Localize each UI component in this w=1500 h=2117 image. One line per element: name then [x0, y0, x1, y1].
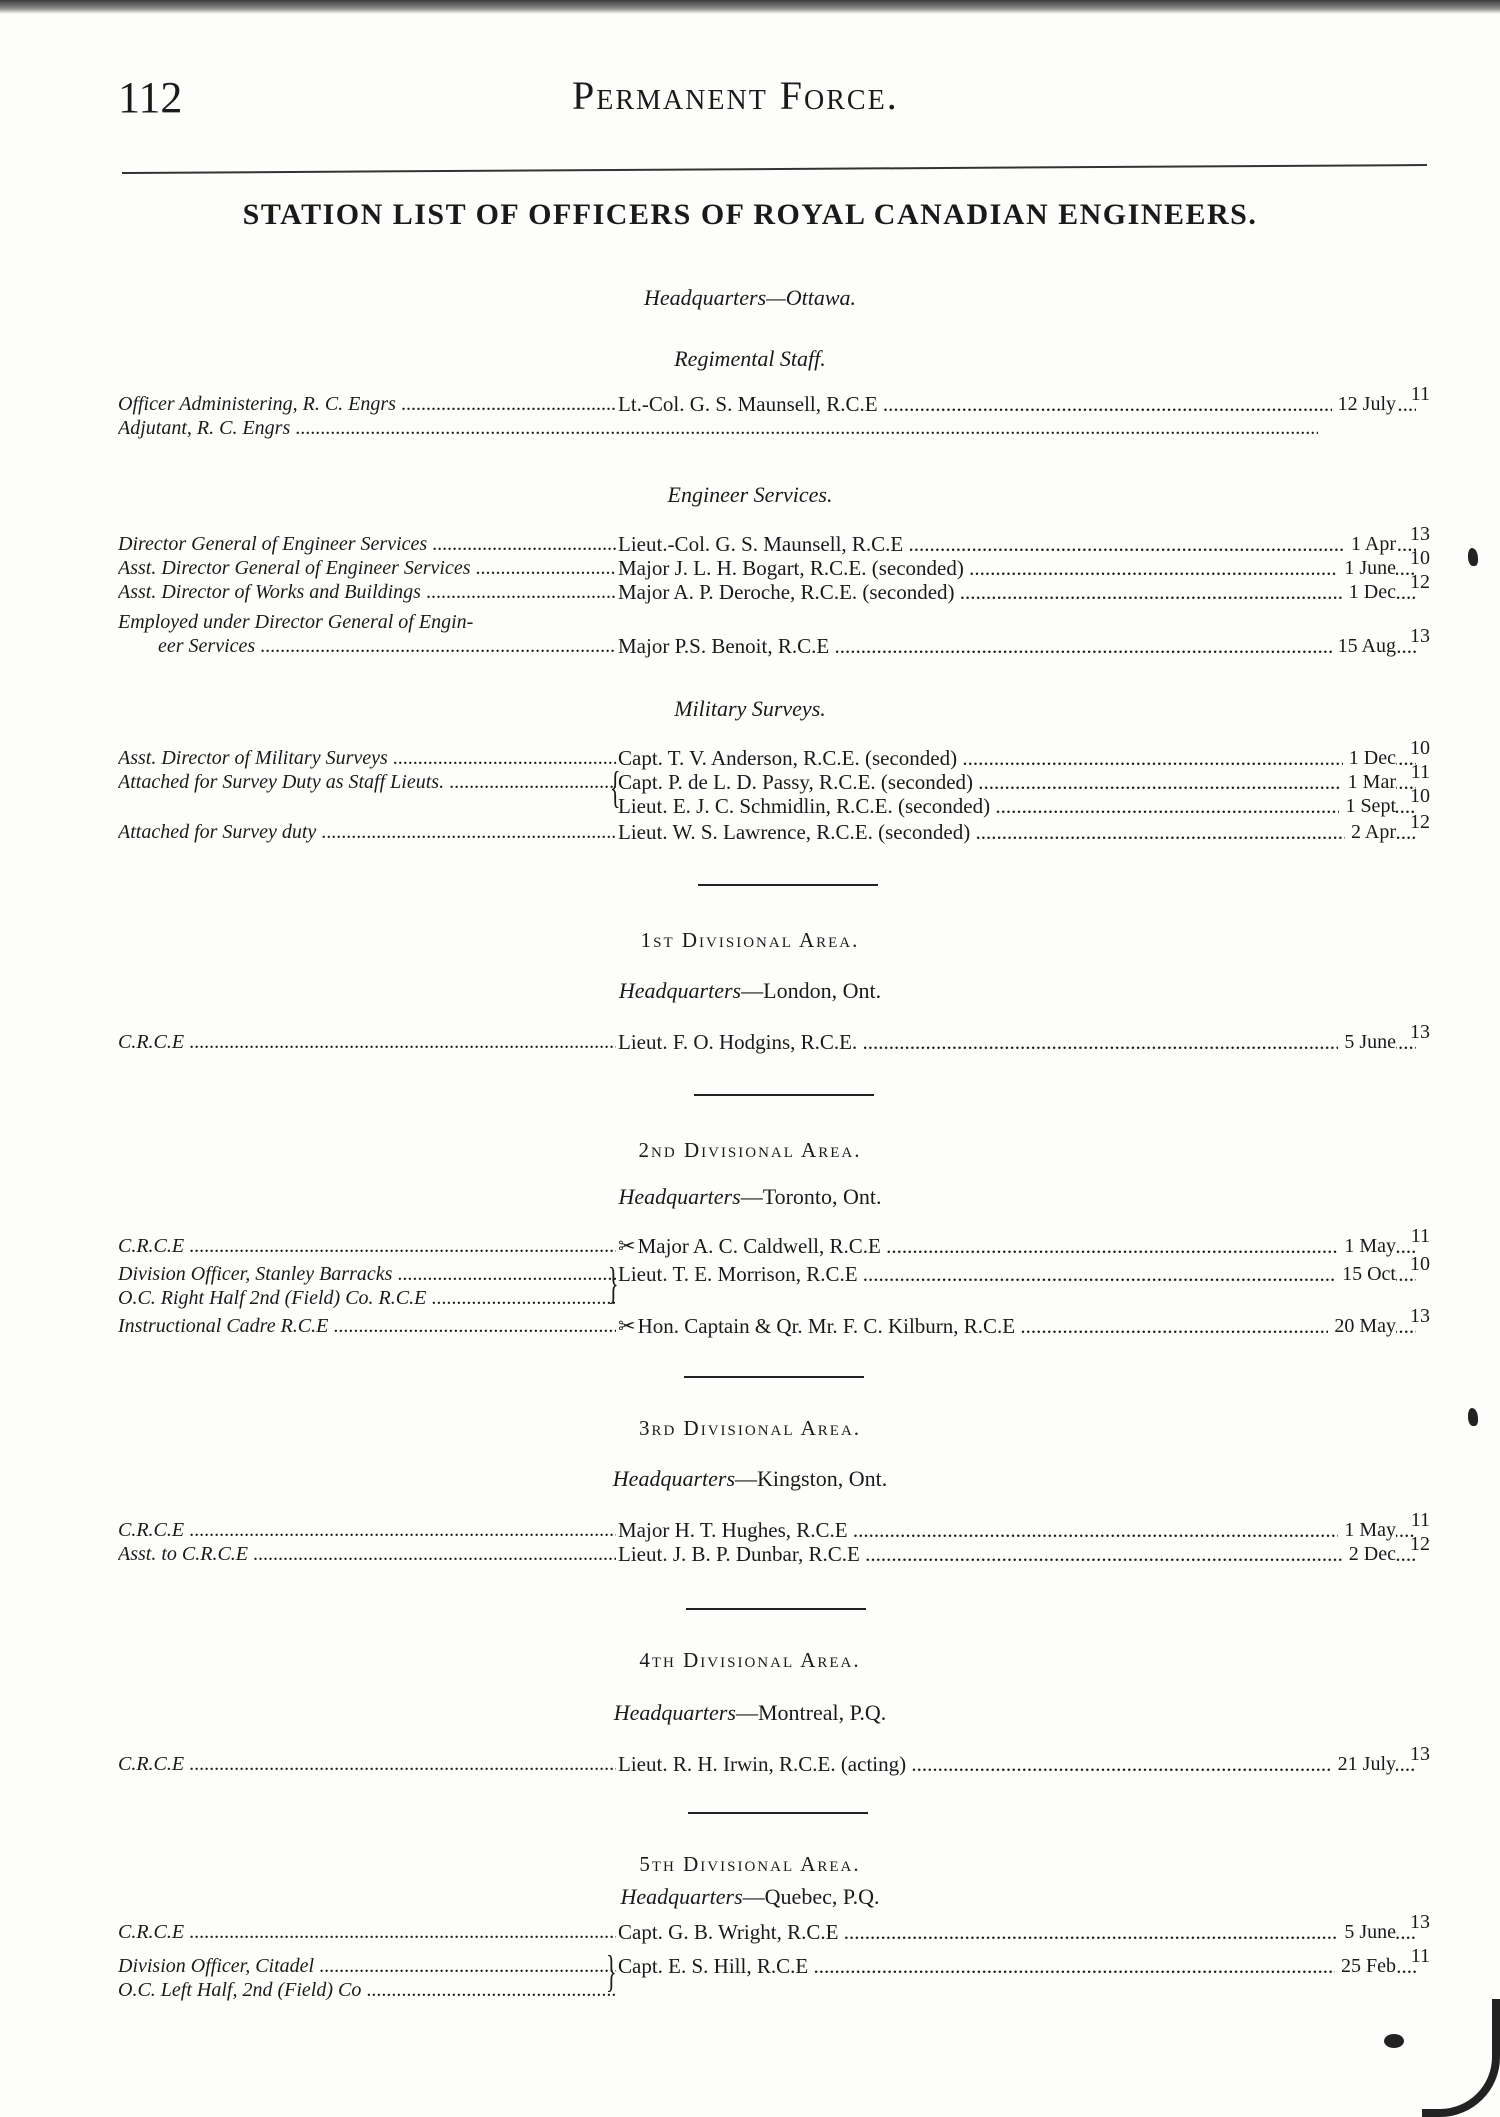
- page-title: STATION LIST OF OFFICERS OF ROYAL CANADIAN ENGINEERS.: [242, 198, 1258, 231]
- appointment: Officer Administering, R. C. Engrs .....: [118, 392, 616, 416]
- hq-place: —Montreal, P.Q.: [735, 1700, 887, 1725]
- appointment-date: 1 May: [1338, 1518, 1396, 1542]
- section-rule: [686, 1608, 866, 1610]
- appointment: C.R.C.E .....: [118, 1920, 616, 1944]
- officer-row: [118, 1305, 1430, 1338]
- appointment: Asst. Director of Works and Buildings .....: [118, 580, 616, 604]
- appointment-date: 15 Aug: [1332, 634, 1396, 658]
- appointment-year: 10: [1410, 1253, 1430, 1275]
- officer-name-line: [618, 1234, 1416, 1258]
- appointment-year: 11: [1410, 1945, 1430, 1967]
- officer-row: [118, 1743, 1430, 1776]
- appointment-year: 13: [1410, 1911, 1430, 1933]
- ink-mark: [1468, 548, 1478, 566]
- appointment-year: 13: [1410, 523, 1430, 545]
- appointment: Asst. to C.R.C.E .....: [118, 1542, 616, 1566]
- appointment-year: 10: [1410, 737, 1430, 759]
- appointment-date: 20 May: [1328, 1314, 1396, 1338]
- appointment-date: 1 Dec: [1343, 746, 1396, 770]
- regimental-staff-heading: Regimental Staff.: [674, 346, 826, 371]
- hq-label: Headquarters: [613, 1700, 736, 1725]
- officer-row: [118, 1253, 1430, 1286]
- appointment: Director General of Engineer Services .....: [118, 532, 616, 556]
- header-rule: [122, 164, 1427, 174]
- appointment: C.R.C.E .....: [118, 1752, 616, 1776]
- section-rule: [684, 1376, 864, 1378]
- hq-ottawa-heading: Headquarters—Ottawa.: [643, 285, 857, 310]
- officer-row: [118, 785, 1430, 818]
- officer-row: [118, 1911, 1430, 1944]
- section-rule: [688, 1812, 868, 1814]
- officer-row: [118, 1945, 1430, 1978]
- hq-place: —London, Ont.: [741, 978, 882, 1003]
- appointment-date: 2 Dec: [1343, 1542, 1396, 1566]
- hq-label: Headquarters: [620, 1884, 743, 1909]
- appointment-year: 12: [1410, 1533, 1430, 1555]
- area-1-hq: [0, 978, 1500, 1004]
- brace: }: [608, 1259, 619, 1308]
- officer-name: Major A. C. Caldwell, R.C.E: [637, 1234, 881, 1258]
- appointment: Adjutant, R. C. Engrs .....: [118, 416, 1318, 440]
- area-5-heading: 5th Divisional Area.: [639, 1852, 861, 1876]
- appointment-year: 11: [1410, 383, 1430, 405]
- appointment-year: 13: [1410, 625, 1430, 647]
- brace: {: [610, 763, 621, 812]
- officer-name: Capt. E. S. Hill, R.C.E .....: [618, 1954, 1416, 1978]
- officer-name: Capt. T. V. Anderson, R.C.E. (seconded) .....: [618, 746, 1416, 770]
- officer-row: [118, 761, 1430, 794]
- officer-name: Major J. L. H. Bogart, R.C.E. (seconded) .....: [618, 556, 1416, 580]
- hq-place: —Quebec, P.Q.: [742, 1884, 880, 1909]
- appointment: Asst. Director of Military Surveys .....: [118, 746, 616, 770]
- appointment-year: 10: [1410, 785, 1430, 807]
- scissors-icon: ✂: [618, 1234, 636, 1258]
- officer-name: Lt.-Col. G. S. Maunsell, R.C.E .....: [618, 392, 1416, 416]
- appointment-year: 11: [1410, 1225, 1430, 1247]
- area-3-hq: [0, 1466, 1500, 1492]
- appointment-year: 11: [1410, 1509, 1430, 1531]
- page-number: 112: [118, 73, 183, 122]
- running-title: Permanent Force.: [572, 73, 899, 118]
- officer-name: Major H. T. Hughes, R.C.E .....: [618, 1518, 1416, 1542]
- officer-row: [118, 523, 1430, 556]
- military-surveys-heading: Military Surveys.: [674, 696, 826, 721]
- hq-label: Headquarters: [612, 1466, 736, 1491]
- officer-row: [118, 1978, 1430, 2002]
- appointment: Division Officer, Citadel .....: [118, 1954, 616, 1978]
- hq-label: Headquarters: [618, 1184, 741, 1209]
- officer-row: [118, 416, 1430, 440]
- officer-name: Lieut. F. O. Hodgins, R.C.E. .....: [618, 1030, 1416, 1054]
- officer-name: Lieut.-Col. G. S. Maunsell, R.C.E .....: [618, 532, 1416, 556]
- appointment-date: 1 Apr: [1345, 532, 1396, 556]
- appointment-year: 11: [1410, 761, 1430, 783]
- appointment-year: 12: [1410, 571, 1430, 593]
- scissors-icon: ✂: [618, 1314, 636, 1338]
- engineer-services-heading: Engineer Services.: [667, 482, 833, 507]
- appointment: Attached for Survey Duty as Staff Lieuts. .....: [118, 770, 616, 794]
- officer-name: Hon. Captain & Qr. Mr. F. C. Kilburn, R.C.E: [637, 1314, 1016, 1338]
- section-rule: [694, 1094, 874, 1096]
- appointment-date: 25 Feb: [1335, 1954, 1396, 1978]
- appointment: Instructional Cadre R.C.E .....: [118, 1314, 616, 1338]
- scan-top-edge: [0, 0, 1500, 14]
- appointment: O.C. Right Half 2nd (Field) Co. R.C.E .....: [118, 1286, 616, 1310]
- area-4-heading: 4th Divisional Area.: [639, 1648, 861, 1672]
- officer-row: [118, 1021, 1430, 1054]
- appointment-date: 15 Oct: [1336, 1262, 1396, 1286]
- officer-row: [118, 1509, 1430, 1542]
- officer-name: Lieut. J. B. P. Dunbar, R.C.E .....: [618, 1542, 1416, 1566]
- ink-mark: [1468, 1408, 1478, 1426]
- hq-label: Headquarters: [618, 978, 742, 1003]
- appointment: Asst. Director General of Engineer Services .....: [118, 556, 616, 580]
- appointment-date: 1 Mar: [1342, 770, 1396, 794]
- area-1-heading: 1st Divisional Area.: [640, 928, 860, 952]
- appointment-date: 2 Apr: [1345, 820, 1396, 844]
- officer-name: Lieut. W. S. Lawrence, R.C.E. (seconded) .....: [618, 820, 1416, 844]
- officer-row: [118, 383, 1430, 416]
- appointment-date: 5 June: [1338, 1920, 1396, 1944]
- officer-row: [118, 610, 1430, 634]
- appointment: C.R.C.E .....: [118, 1518, 616, 1542]
- area-3-heading: 3rd Divisional Area.: [638, 1416, 862, 1440]
- officer-row: [118, 625, 1430, 658]
- brace: }: [606, 1947, 617, 1996]
- appointment: Employed under Director General of Engin-: [118, 611, 474, 633]
- area-2-hq: [0, 1184, 1500, 1210]
- officer-name: Capt. G. B. Wright, R.C.E .....: [618, 1920, 1416, 1944]
- hq-place: —Kingston, Ont.: [735, 1466, 888, 1491]
- officer-row: [118, 1225, 1430, 1258]
- appointment-date: 21 July: [1332, 1752, 1396, 1776]
- officer-row: [118, 737, 1430, 770]
- officer-row: [118, 811, 1430, 844]
- appointment-date: 1 June: [1338, 556, 1396, 580]
- section-rule: [698, 884, 878, 886]
- ink-blot: [1384, 2034, 1404, 2048]
- appointment-date: 12 July: [1332, 392, 1396, 416]
- officer-row: [118, 547, 1430, 580]
- officer-name-line: [618, 1314, 1416, 1338]
- appointment-date: 1 Dec: [1343, 580, 1396, 604]
- appointment-year: 12: [1410, 811, 1430, 833]
- appointment: Division Officer, Stanley Barracks .....: [118, 1262, 616, 1286]
- officer-name: Lieut. R. H. Irwin, R.C.E. (acting) .....: [618, 1752, 1416, 1776]
- appointment: Attached for Survey duty .....: [118, 820, 616, 844]
- appointment-continued: eer Services .....: [158, 634, 616, 658]
- appointment: O.C. Left Half, 2nd (Field) Co .....: [118, 1978, 616, 2002]
- officer-name: Lieut. E. J. C. Schmidlin, R.C.E. (seconded) .....: [618, 794, 1416, 818]
- appointment-date: 5 June: [1338, 1030, 1396, 1054]
- officer-row: [118, 1286, 1430, 1310]
- officer-row: [118, 571, 1430, 604]
- appointment-year: 10: [1410, 547, 1430, 569]
- officer-name: Major P.S. Benoit, R.C.E .....: [618, 634, 1416, 658]
- area-5-hq: [0, 1884, 1500, 1910]
- scan-corner-edge: [1422, 1999, 1500, 2117]
- appointment-date: 1 Sept: [1339, 794, 1396, 818]
- area-2-heading: 2nd Divisional Area.: [638, 1138, 862, 1162]
- area-4-hq: [0, 1700, 1500, 1726]
- appointment-year: 13: [1410, 1305, 1430, 1327]
- officer-name: Capt. P. de L. D. Passy, R.C.E. (seconded) .....: [618, 770, 1416, 794]
- officer-row: [118, 1533, 1430, 1566]
- appointment-date: 1 May: [1338, 1234, 1396, 1258]
- appointment: C.R.C.E .....: [118, 1030, 616, 1054]
- hq-place: —Toronto, Ont.: [740, 1184, 882, 1209]
- officer-name: Major A. P. Deroche, R.C.E. (seconded) .....: [618, 580, 1416, 604]
- appointment: C.R.C.E .....: [118, 1234, 616, 1258]
- appointment-year: 13: [1410, 1743, 1430, 1765]
- officer-name: Lieut. T. E. Morrison, R.C.E .....: [618, 1262, 1416, 1286]
- appointment-year: 13: [1410, 1021, 1430, 1043]
